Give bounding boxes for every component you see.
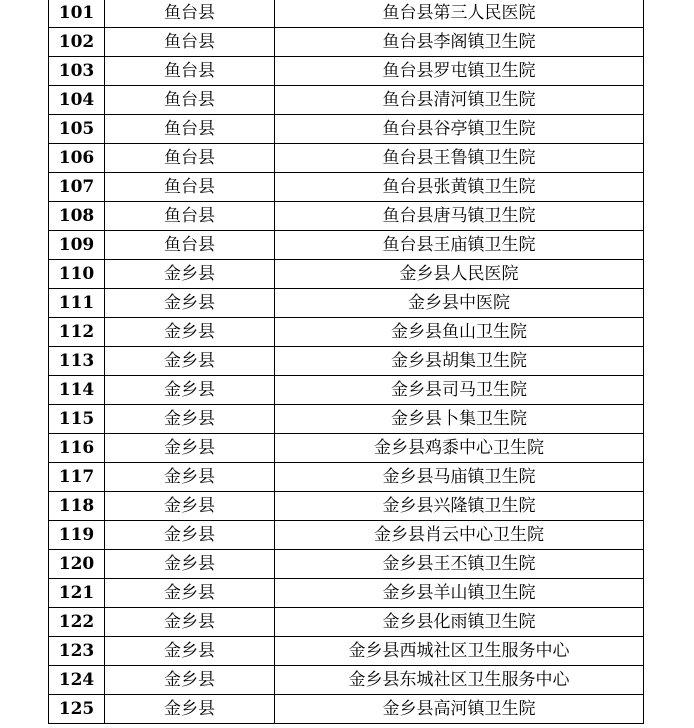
hospital-table	[48, 0, 644, 724]
row-number-cell: 114	[49, 376, 105, 405]
county-cell: 金乡县	[105, 289, 275, 318]
hospital-name-cell: 金乡县王丕镇卫生院	[275, 550, 644, 579]
hospital-name-cell: 鱼台县第三人民医院	[275, 0, 644, 28]
hospital-name-cell: 金乡县肖云中心卫生院	[275, 521, 644, 550]
hospital-table-body	[49, 0, 644, 724]
table-row	[49, 434, 644, 463]
table-row	[49, 289, 644, 318]
hospital-name-cell: 鱼台县王庙镇卫生院	[275, 231, 644, 260]
row-number-cell: 119	[49, 521, 105, 550]
county-cell: 鱼台县	[105, 115, 275, 144]
row-number-cell: 102	[49, 28, 105, 57]
table-row	[49, 86, 644, 115]
county-cell: 金乡县	[105, 434, 275, 463]
row-number-cell: 103	[49, 57, 105, 86]
county-cell: 金乡县	[105, 666, 275, 695]
table-row	[49, 144, 644, 173]
county-cell: 金乡县	[105, 260, 275, 289]
county-cell: 金乡县	[105, 347, 275, 376]
row-number-cell: 115	[49, 405, 105, 434]
table-row	[49, 608, 644, 637]
hospital-name-cell: 金乡县胡集卫生院	[275, 347, 644, 376]
table-row	[49, 492, 644, 521]
row-number-cell: 110	[49, 260, 105, 289]
hospital-name-cell: 金乡县卜集卫生院	[275, 405, 644, 434]
row-number-cell: 123	[49, 637, 105, 666]
hospital-name-cell: 金乡县中医院	[275, 289, 644, 318]
row-number-cell: 117	[49, 463, 105, 492]
hospital-name-cell: 金乡县鱼山卫生院	[275, 318, 644, 347]
row-number-cell: 121	[49, 579, 105, 608]
table-row	[49, 579, 644, 608]
county-cell: 金乡县	[105, 579, 275, 608]
hospital-name-cell: 金乡县鸡黍中心卫生院	[275, 434, 644, 463]
table-row	[49, 231, 644, 260]
table-row	[49, 260, 644, 289]
table-row	[49, 173, 644, 202]
row-number-cell: 104	[49, 86, 105, 115]
county-cell: 金乡县	[105, 695, 275, 724]
county-cell: 鱼台县	[105, 231, 275, 260]
county-cell: 鱼台县	[105, 144, 275, 173]
county-cell: 金乡县	[105, 521, 275, 550]
hospital-name-cell: 金乡县马庙镇卫生院	[275, 463, 644, 492]
row-number-cell: 116	[49, 434, 105, 463]
county-cell: 金乡县	[105, 637, 275, 666]
table-row	[49, 347, 644, 376]
table-row	[49, 550, 644, 579]
row-number-cell: 106	[49, 144, 105, 173]
hospital-name-cell: 金乡县化雨镇卫生院	[275, 608, 644, 637]
table-row	[49, 666, 644, 695]
table-row	[49, 318, 644, 347]
row-number-cell: 111	[49, 289, 105, 318]
table-row	[49, 637, 644, 666]
row-number-cell: 122	[49, 608, 105, 637]
county-cell: 鱼台县	[105, 28, 275, 57]
hospital-name-cell: 金乡县羊山镇卫生院	[275, 579, 644, 608]
hospital-name-cell: 金乡县司马卫生院	[275, 376, 644, 405]
row-number-cell: 101	[49, 0, 105, 28]
county-cell: 鱼台县	[105, 86, 275, 115]
hospital-name-cell: 鱼台县李阁镇卫生院	[275, 28, 644, 57]
row-number-cell: 113	[49, 347, 105, 376]
table-row	[49, 0, 644, 28]
county-cell: 鱼台县	[105, 173, 275, 202]
table-row	[49, 202, 644, 231]
hospital-name-cell: 金乡县东城社区卫生服务中心	[275, 666, 644, 695]
hospital-name-cell: 鱼台县唐马镇卫生院	[275, 202, 644, 231]
row-number-cell: 120	[49, 550, 105, 579]
county-cell: 金乡县	[105, 608, 275, 637]
table-row	[49, 28, 644, 57]
hospital-name-cell: 鱼台县张黄镇卫生院	[275, 173, 644, 202]
county-cell: 金乡县	[105, 463, 275, 492]
county-cell: 金乡县	[105, 405, 275, 434]
county-cell: 金乡县	[105, 550, 275, 579]
table-row	[49, 376, 644, 405]
hospital-list-sheet	[48, 0, 643, 724]
row-number-cell: 118	[49, 492, 105, 521]
hospital-name-cell: 金乡县兴隆镇卫生院	[275, 492, 644, 521]
county-cell: 金乡县	[105, 492, 275, 521]
row-number-cell: 107	[49, 173, 105, 202]
table-row	[49, 57, 644, 86]
table-row	[49, 115, 644, 144]
hospital-name-cell: 鱼台县王鲁镇卫生院	[275, 144, 644, 173]
hospital-name-cell: 金乡县高河镇卫生院	[275, 695, 644, 724]
table-row	[49, 405, 644, 434]
hospital-name-cell: 鱼台县清河镇卫生院	[275, 86, 644, 115]
hospital-name-cell: 鱼台县罗屯镇卫生院	[275, 57, 644, 86]
table-row	[49, 463, 644, 492]
hospital-name-cell: 金乡县人民医院	[275, 260, 644, 289]
row-number-cell: 112	[49, 318, 105, 347]
table-row	[49, 695, 644, 724]
county-cell: 鱼台县	[105, 57, 275, 86]
table-row	[49, 521, 644, 550]
row-number-cell: 108	[49, 202, 105, 231]
county-cell: 鱼台县	[105, 0, 275, 28]
row-number-cell: 105	[49, 115, 105, 144]
county-cell: 金乡县	[105, 376, 275, 405]
row-number-cell: 125	[49, 695, 105, 724]
row-number-cell: 124	[49, 666, 105, 695]
hospital-name-cell: 金乡县西城社区卫生服务中心	[275, 637, 644, 666]
county-cell: 鱼台县	[105, 202, 275, 231]
county-cell: 金乡县	[105, 318, 275, 347]
row-number-cell: 109	[49, 231, 105, 260]
hospital-name-cell: 鱼台县谷亭镇卫生院	[275, 115, 644, 144]
